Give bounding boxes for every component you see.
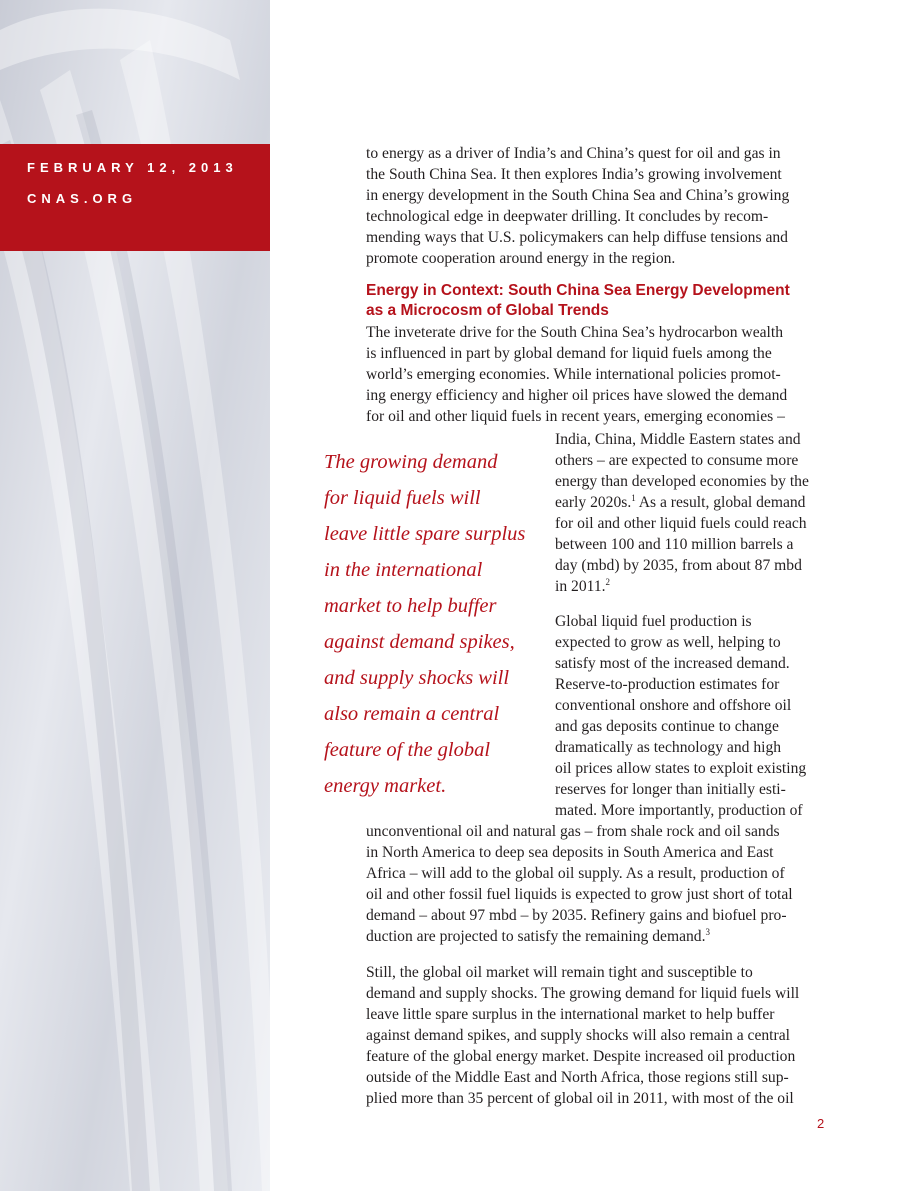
text-line: feature of the global energy market. Despite increased oil production (366, 1048, 796, 1065)
text-line: mending ways that U.S. policymakers can help diffuse tensions and (366, 229, 788, 246)
line-text: early 2020s. (555, 494, 632, 511)
text-line: in North America to deep sea deposits in South America and East (366, 844, 774, 861)
pull-quote (324, 444, 525, 804)
text-line: promote cooperation around energy in the region. (366, 250, 676, 267)
text-line: between 100 and 110 million barrels a (555, 536, 794, 553)
text-line: energy than developed economies by the (555, 473, 809, 490)
text-line: reserves for longer than initially esti- (555, 781, 786, 798)
pull-quote-line: market to help buffer (324, 595, 497, 617)
text-line: plied more than 35 percent of global oil in 2011, with most of the oil (366, 1090, 794, 1107)
text-line: technological edge in deepwater drilling. It concludes by recom- (366, 208, 769, 225)
intro-paragraph (366, 143, 789, 269)
text-line: Africa – will add to the global oil supply. As a result, production of (366, 865, 785, 882)
footnote-ref-1: 1 (631, 493, 636, 503)
text-line: Global liquid fuel production is (555, 613, 752, 630)
text-line: Reserve-to-production estimates for (555, 676, 780, 693)
text-line: day (mbd) by 2035, from about 87 mbd (555, 557, 802, 574)
pull-quote-line: against demand spikes, (324, 631, 515, 653)
text-line: conventional onshore and offshore oil (555, 697, 792, 714)
pull-quote-line: leave little spare surplus (324, 523, 526, 545)
paragraph-3 (366, 962, 799, 1109)
text-line: the South China Sea. It then explores India’s growing involvement (366, 166, 782, 183)
text-line: oil prices allow states to exploit existing (555, 760, 807, 777)
pull-quote-line: for liquid fuels will (324, 487, 481, 509)
text-line: against demand spikes, and supply shocks will also remain a central (366, 1027, 790, 1044)
text-line: to energy as a driver of India’s and China’s quest for oil and gas in (366, 145, 781, 162)
text-line: satisfy most of the increased demand. (555, 655, 790, 672)
text-line (555, 576, 809, 597)
pull-quote-line: The growing demand (324, 451, 498, 473)
line-text: in 2011. (555, 578, 606, 595)
text-line: dramatically as technology and high (555, 739, 782, 756)
footnote-ref-2: 2 (605, 577, 611, 587)
site-url: CNAS.ORG (27, 191, 138, 206)
text-line: leave little spare surplus in the international market to help buffer (366, 1006, 775, 1023)
text-line: The inveterate drive for the South China Sea’s hydrocarbon wealth (366, 324, 784, 341)
pull-quote-line: feature of the global (324, 739, 491, 761)
paragraph-1-narrow (555, 429, 809, 597)
line-text: duction are projected to satisfy the remaining demand. (366, 928, 706, 945)
text-line: in energy development in the South China Sea and China’s growing (366, 187, 790, 204)
page-number: 2 (817, 1116, 825, 1131)
text-line: expected to grow as well, helping to (555, 634, 781, 651)
heading-line: Energy in Context: South China Sea Energy Development (366, 282, 790, 299)
text-line: mated. More importantly, production of (555, 802, 803, 819)
text-line: world’s emerging economies. While international policies promot- (366, 366, 781, 383)
publication-date: FEBRUARY 12, 2013 (27, 160, 238, 175)
text-line: oil and other fossil fuel liquids is expected to grow just short of total (366, 886, 793, 903)
section-heading (366, 281, 790, 321)
text-line: India, China, Middle Eastern states and (555, 431, 801, 448)
text-line (555, 492, 809, 513)
text-line: for oil and other liquid fuels could reach (555, 515, 807, 532)
text-line (366, 926, 793, 947)
pull-quote-line: also remain a central (324, 703, 500, 725)
heading-line: as a Microcosm of Global Trends (366, 302, 609, 319)
line-text: As a result, global demand (635, 494, 806, 511)
text-line: outside of the Middle East and North Africa, those regions still sup- (366, 1069, 789, 1086)
text-line: demand and supply shocks. The growing demand for liquid fuels will (366, 985, 800, 1002)
text-line: Still, the global oil market will remain tight and susceptible to (366, 964, 753, 981)
text-line: others – are expected to consume more (555, 452, 799, 469)
pull-quote-line: in the international (324, 559, 483, 581)
text-line: and gas deposits continue to change (555, 718, 779, 735)
paragraph-1-full (366, 322, 787, 427)
pull-quote-line: and supply shocks will (324, 667, 510, 689)
text-line: for oil and other liquid fuels in recent years, emerging economies – (366, 408, 785, 425)
text-line: is influenced in part by global demand for liquid fuels among the (366, 345, 772, 362)
footnote-ref-3: 3 (705, 927, 710, 937)
paragraph-2-full (366, 821, 793, 947)
text-line: unconventional oil and natural gas – from shale rock and oil sands (366, 823, 780, 840)
masthead-band (0, 144, 270, 251)
pull-quote-line: energy market. (324, 775, 447, 797)
text-line: ing energy efficiency and higher oil prices have slowed the demand (366, 387, 788, 404)
text-line: demand – about 97 mbd – by 2035. Refinery gains and biofuel pro- (366, 907, 787, 924)
paragraph-2-narrow (555, 611, 806, 821)
